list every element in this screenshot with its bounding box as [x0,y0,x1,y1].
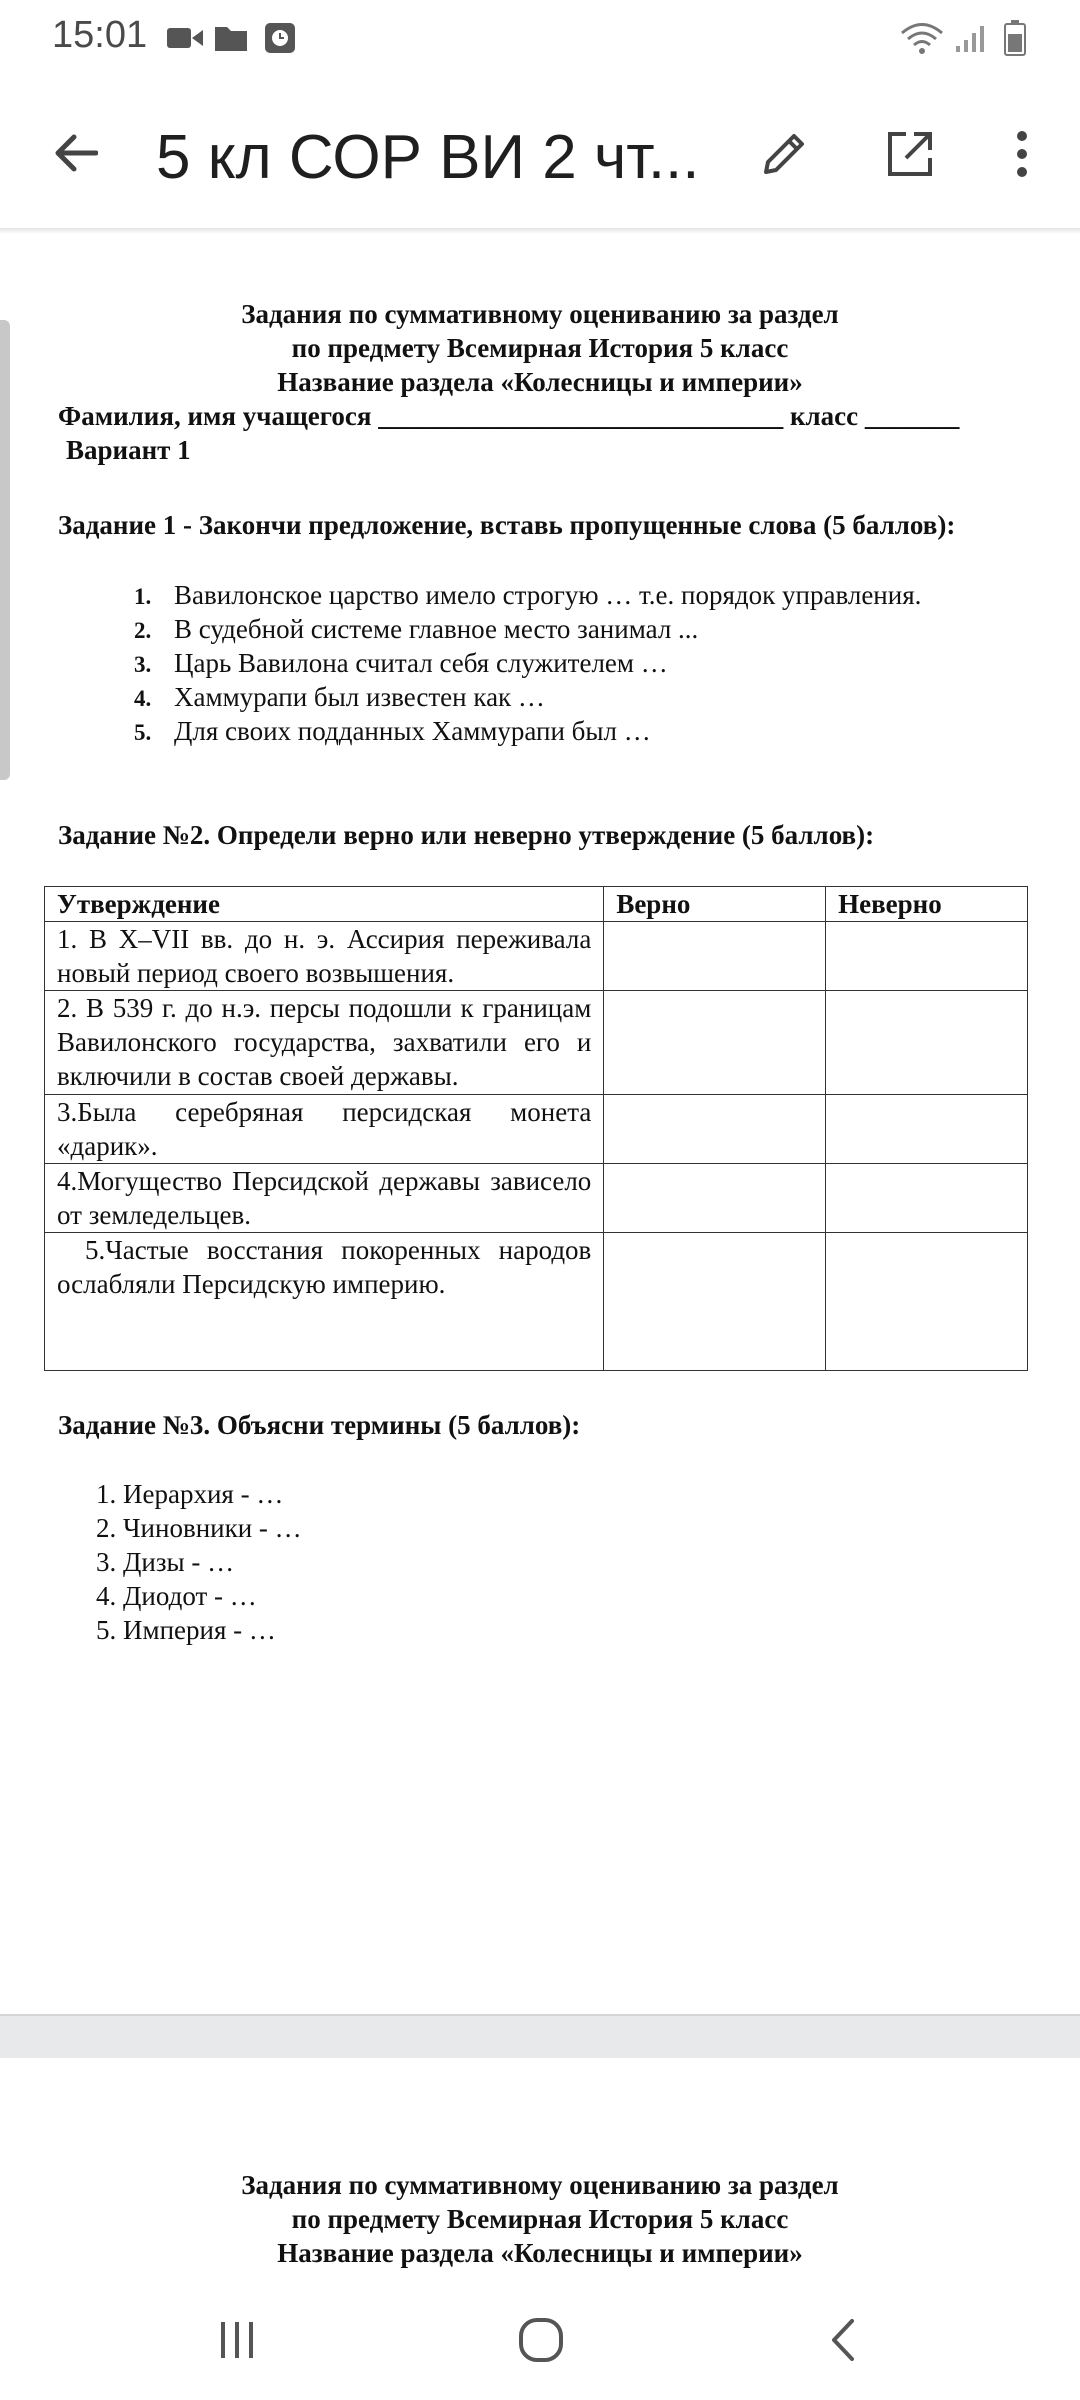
doc-header-line2: по предмету Всемирная История 5 класс [291,333,789,363]
page-separator [0,2014,1080,2058]
false-answer-cell [826,1095,1028,1164]
variant-label: Вариант 1 [66,435,191,465]
task1-item-text: Царь Вавилона считал себя служителем … [174,648,668,678]
statement-cell: 1. В X–VII вв. до н. э. Ассирия переживала новый период своего возвышения. [45,922,604,991]
task3-item: 3. Дизы - … [96,1547,235,1577]
task1-item-text: В судебной системе главное место занимал ... [174,614,699,644]
header-true: Верно [604,887,826,922]
next-page-header-line2: по предмету Всемирная История 5 класс [291,2204,789,2234]
false-answer-cell [826,1233,1028,1371]
table-row [45,1164,1028,1233]
true-answer-cell [604,991,826,1095]
false-answer-cell [826,1164,1028,1233]
statement-cell: 5.Частые восстания покоренных народов ослабляли Персидскую империю. [45,1233,604,1371]
app-bar [0,80,1080,230]
more-options-button[interactable] [986,118,1058,190]
document-page[interactable] [0,234,1080,2014]
header-statement: Утверждение [45,887,604,922]
task3-title: Задание №3. Объясни термины (5 баллов): [58,1410,581,1440]
task1-item-text: Хаммурапи был известен как … [174,682,545,712]
document-title: 5 кл СОР ВИ 2 чт... [156,123,700,192]
task3-item: 5. Империя - … [96,1615,276,1645]
task2-title: Задание №2. Определи верно или неверно утверждение (5 баллов): [58,820,875,850]
task3-item: 4. Диодот - … [96,1581,257,1611]
home-button[interactable] [496,2300,586,2380]
statement-cell: 4.Могущество Персидской державы зависело от земледельцев. [45,1164,604,1233]
back-icon [828,2317,858,2363]
task3-item: 2. Чиновники - … [96,1513,302,1543]
task1-item-text: Вавилонское царство имело строгую … т.е. порядок управления. [174,580,922,610]
task3-item: 1. Иерархия - … [96,1479,284,1509]
student-name-line: Фамилия, имя учащегося ______________________________ класс _______ [58,401,960,431]
task1-item-number: 5. [134,720,152,745]
false-answer-cell [826,991,1028,1095]
header-false: Неверно [826,887,1028,922]
back-button[interactable] [40,118,110,188]
edit-pencil-icon [758,128,810,180]
task1-item-text: Для своих подданных Хаммурапи был … [174,716,651,746]
table-row [45,1095,1028,1164]
scrollbar-thumb[interactable] [0,320,10,780]
battery-icon [1004,20,1026,56]
statement-cell: 3.Была серебряная персидская монета «дарик». [45,1095,604,1164]
table-header-row [45,887,1028,922]
task1-item-number: 1. [134,584,152,609]
folder-icon [214,22,248,52]
signal-icon [954,24,988,54]
true-answer-cell [604,1164,826,1233]
true-answer-cell [604,922,826,991]
false-answer-cell [826,922,1028,991]
status-time: 15:01 [52,14,148,56]
more-vert-icon [1014,128,1030,180]
edit-button[interactable] [748,118,820,190]
recent-apps-icon [217,2320,257,2360]
status-bar [0,0,1080,80]
wifi-icon [900,22,944,56]
task1-title: Задание 1 - Закончи предложение, вставь пропущенные слова (5 баллов): [58,510,956,540]
table-row [45,922,1028,991]
back-arrow-icon [52,133,98,173]
table-row [45,991,1028,1095]
navigation-bar [0,2280,1080,2400]
true-answer-cell [604,1233,826,1371]
next-page-header-line3: Название раздела «Колесницы и империи» [277,2238,803,2268]
system-back-button[interactable] [798,2300,888,2380]
open-external-icon [884,128,936,180]
table-row [45,1233,1028,1371]
open-external-button[interactable] [874,118,946,190]
task1-item-number: 4. [134,686,152,711]
task1-item-number: 3. [134,652,152,677]
statements-table [44,886,1028,1371]
true-answer-cell [604,1095,826,1164]
next-page-header-line1: Задания по суммативному оцениванию за раздел [241,2170,839,2200]
task1-item-number: 2. [134,618,152,643]
doc-header-line3: Название раздела «Колесницы и империи» [277,367,803,397]
recent-apps-button[interactable] [192,2300,282,2380]
video-camera-icon [166,24,204,52]
doc-header-line1: Задания по суммативному оцениванию за раздел [241,299,839,329]
home-icon [517,2316,565,2364]
statement-cell: 2. В 539 г. до н.э. персы подошли к границам Вавилонского государства, захватили его и включили в состав своей державы. [45,991,604,1095]
clock-badge-icon [264,22,296,54]
